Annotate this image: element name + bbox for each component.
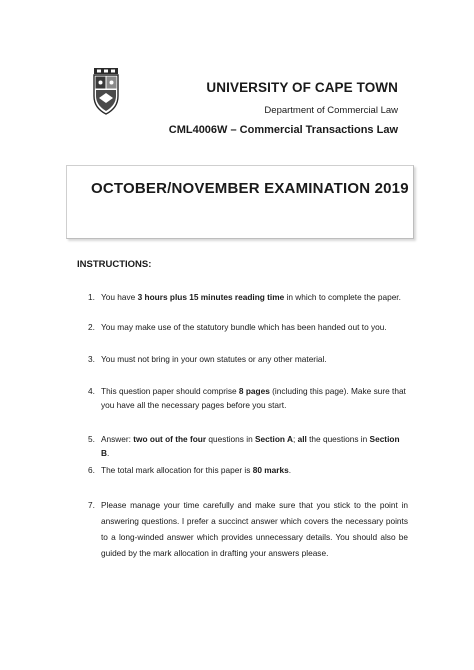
instruction-item bbox=[88, 384, 408, 412]
university-crest-icon bbox=[92, 68, 120, 116]
exam-title: OCTOBER/NOVEMBER EXAMINATION 2019 bbox=[91, 180, 409, 197]
instruction-number: 2. bbox=[88, 322, 95, 332]
instruction-number: 1. bbox=[88, 292, 95, 302]
course-title: CML4006W – Commercial Transactions Law bbox=[168, 124, 398, 136]
instruction-text: Answer: two out of the four questions in Section A; all the questions in Section B. bbox=[101, 434, 400, 458]
instruction-number: 6. bbox=[88, 465, 95, 475]
instruction-text: Please manage your time carefully and make sure that you stick to the point in answering questions. I prefer a succinct answer which covers the necessary points to a long-winded answer which provides unnecessary details. You should also be guided by the mark allocation in drafting your answers please. bbox=[101, 500, 408, 558]
instruction-item bbox=[88, 497, 408, 561]
instruction-item bbox=[88, 320, 408, 334]
instruction-item bbox=[88, 352, 408, 366]
instructions-heading: INSTRUCTIONS: bbox=[77, 259, 152, 270]
university-name: UNIVERSITY OF CAPE TOWN bbox=[206, 80, 398, 95]
instruction-text: This question paper should comprise 8 pages (including this page). Make sure that you have all the necessary pages before you start. bbox=[101, 386, 406, 410]
instruction-number: 4. bbox=[88, 386, 95, 396]
instruction-text: You must not bring in your own statutes or any other material. bbox=[101, 354, 327, 364]
department-name: Department of Commercial Law bbox=[264, 105, 398, 116]
instruction-number: 3. bbox=[88, 354, 95, 364]
instruction-item bbox=[88, 463, 408, 477]
instruction-text: You have 3 hours plus 15 minutes reading time in which to complete the paper. bbox=[101, 292, 401, 302]
instruction-text: You may make use of the statutory bundle which has been handed out to you. bbox=[101, 322, 387, 332]
instruction-item bbox=[88, 432, 408, 460]
exam-title-box bbox=[66, 165, 414, 239]
instruction-number: 5. bbox=[88, 434, 95, 444]
instruction-number: 7. bbox=[88, 500, 95, 510]
instruction-item bbox=[88, 290, 408, 304]
instruction-text: The total mark allocation for this paper is 80 marks. bbox=[101, 465, 292, 475]
